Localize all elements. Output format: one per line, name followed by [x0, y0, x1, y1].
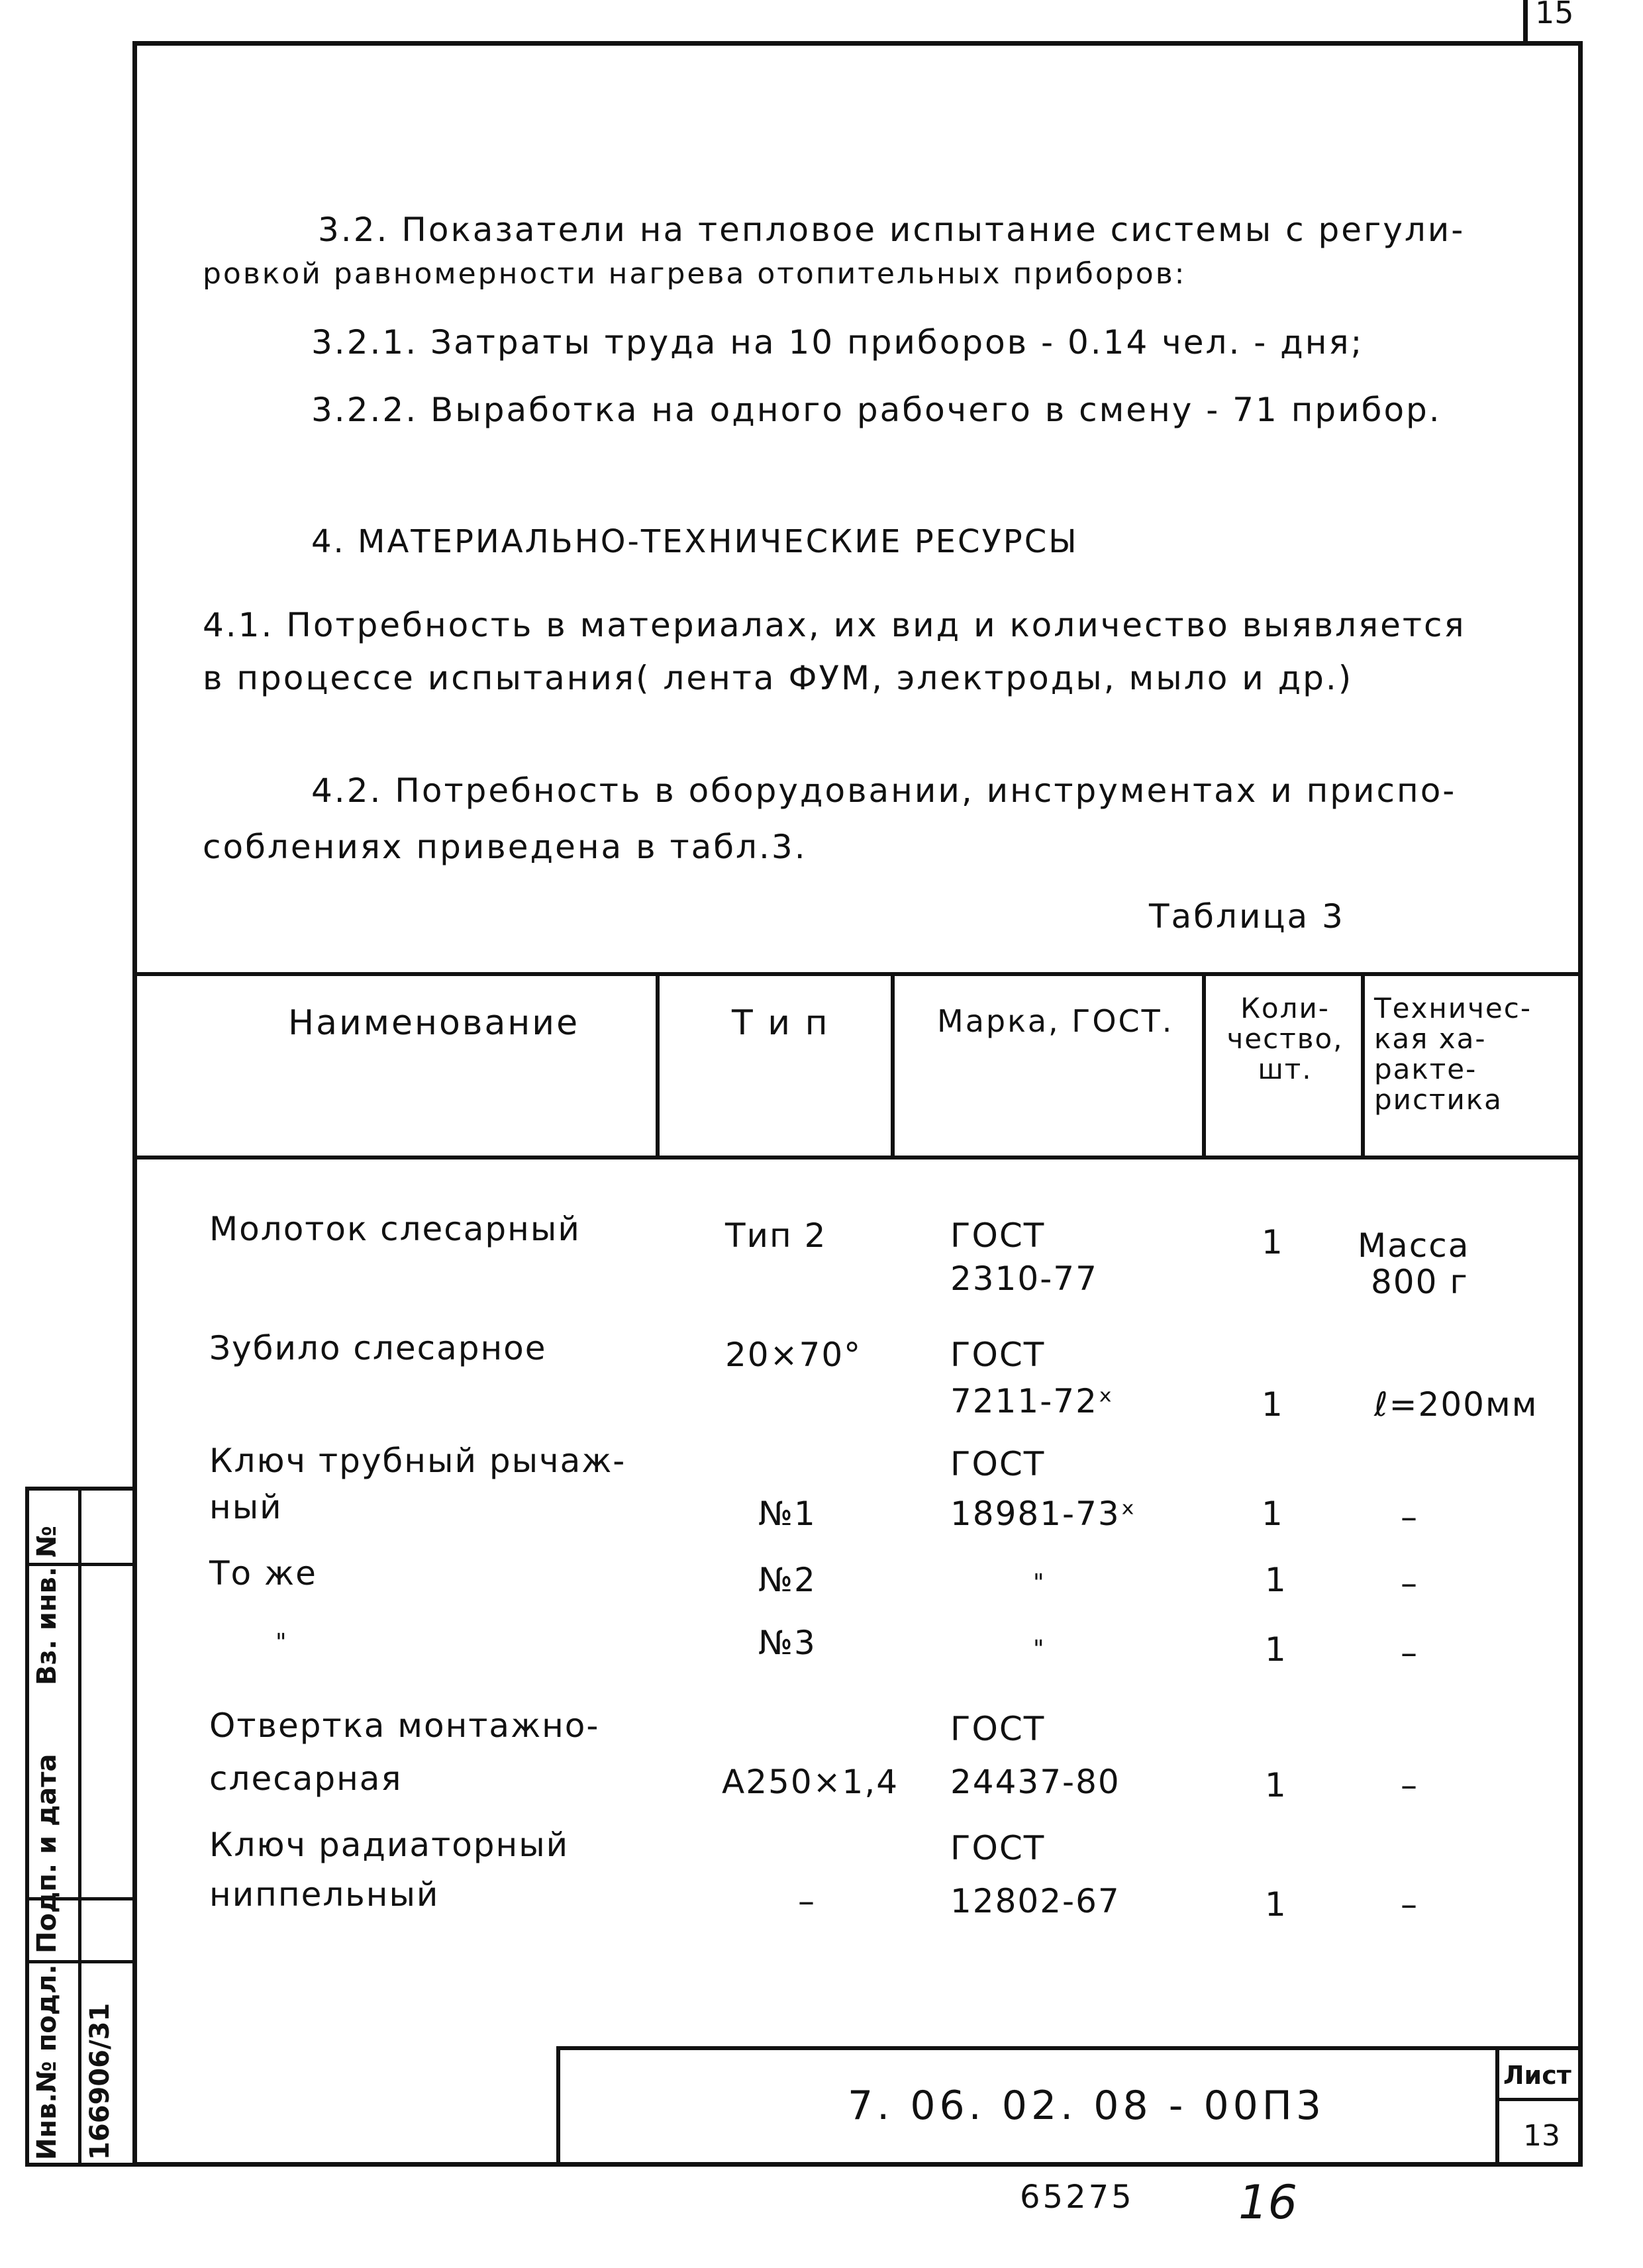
row5-mark: ": [1033, 1636, 1046, 1663]
row6-name-line2: слесарная: [209, 1759, 403, 1798]
row3-type: №1: [758, 1495, 817, 1533]
row4-mark: ": [1033, 1569, 1046, 1597]
row3-mark-line2: 18981-73ˣ: [950, 1495, 1136, 1533]
stamp-sheet-rule: [1495, 2098, 1583, 2101]
corner-page-number: 15: [1535, 0, 1574, 30]
row1-name: Молоток слесарный: [209, 1210, 581, 1248]
header-qty-line2: чество,: [1226, 1022, 1344, 1055]
row5-tech: –: [1401, 1634, 1419, 1672]
stamp-top-rule: [556, 2046, 1583, 2050]
para-3-2-line2: ровкой равномерности нагрева отопительных приборов:: [203, 257, 1187, 291]
handwritten-page-number: 16: [1238, 2175, 1298, 2230]
row1-mark-line1: ГОСТ: [950, 1216, 1046, 1255]
para-3-2-2: 3.2.2. Выработка на одного рабочего в смену - 71 прибор.: [311, 391, 1442, 429]
side-strip-rule-3: [25, 1960, 132, 1963]
table-col-divider-3: [1202, 972, 1206, 1159]
row7-name-line2: ниппельный: [209, 1875, 440, 1914]
row6-name-line1: Отвертка монтажно-: [209, 1706, 600, 1745]
para-3-2-1: 3.2.1. Затраты труда на 10 приборов - 0.14 чел. - дня;: [311, 323, 1364, 362]
row6-mark-line1: ГОСТ: [950, 1710, 1046, 1748]
row4-name: То же: [209, 1554, 317, 1593]
side-strip-divider: [78, 1487, 81, 2167]
row6-type: А250×1,4: [722, 1763, 899, 1801]
row2-type: 20×70°: [725, 1336, 862, 1374]
para-3-2-line1: 3.2. Показатели на тепловое испытание системы с регули-: [318, 211, 1466, 249]
row2-mark-line1: ГОСТ: [950, 1336, 1046, 1374]
para-4-2-line1: 4.2. Потребность в оборудовании, инструментах и приспо-: [311, 771, 1457, 810]
table-top-rule: [132, 972, 1583, 976]
row1-tech-line2: 800 г: [1371, 1263, 1469, 1301]
header-mark: Марка, ГОСТ.: [937, 1003, 1174, 1039]
row7-mark-line1: ГОСТ: [950, 1829, 1046, 1867]
header-name: Наименование: [288, 1003, 580, 1043]
header-qty-line1: Коли-: [1240, 992, 1330, 1024]
row7-type: –: [798, 1882, 816, 1920]
row2-tech: ℓ=200мм: [1374, 1385, 1538, 1424]
row6-qty: 1: [1265, 1766, 1287, 1804]
side-label-replace: Вз. инв. №: [32, 1525, 62, 1685]
row1-type: Тип 2: [725, 1216, 827, 1255]
row7-tech: –: [1401, 1885, 1419, 1924]
header-qty-line3: шт.: [1258, 1053, 1313, 1085]
para-4-1-line1: 4.1. Потребность в материалах, их вид и количество выявляется: [203, 606, 1466, 644]
bottom-number: 65275: [1020, 2179, 1134, 2216]
side-label-inv-value: 166906/31: [85, 2002, 115, 2160]
row1-mark-line2: 2310-77: [950, 1259, 1098, 1298]
row5-name: ": [275, 1629, 288, 1656]
row3-name-line1: Ключ трубный рычаж-: [209, 1442, 626, 1480]
stamp-left-rule: [556, 2046, 560, 2167]
row6-mark-line2: 24437-80: [950, 1763, 1120, 1801]
stamp-sheet-divider: [1495, 2046, 1499, 2167]
row1-tech-line1: Масса: [1358, 1226, 1470, 1265]
row3-qty: 1: [1262, 1495, 1284, 1533]
row3-mark-line1: ГОСТ: [950, 1445, 1046, 1483]
row7-mark-line2: 12802-67: [950, 1882, 1120, 1920]
table-header-rule: [132, 1156, 1583, 1159]
row6-tech: –: [1401, 1766, 1419, 1804]
header-tech-line1: Техничес-: [1374, 992, 1532, 1024]
row5-qty: 1: [1265, 1630, 1287, 1669]
row5-type: №3: [758, 1624, 817, 1662]
row2-qty: 1: [1262, 1385, 1284, 1424]
row2-name: Зубило слесарное: [209, 1329, 547, 1367]
section-4-heading: 4. МАТЕРИАЛЬНО-ТЕХНИЧЕСКИЕ РЕСУРСЫ: [311, 523, 1079, 560]
row7-name-line1: Ключ радиаторный: [209, 1826, 570, 1864]
row1-qty: 1: [1262, 1223, 1284, 1261]
sheet-number: 13: [1523, 2119, 1560, 2153]
row4-tech: –: [1401, 1564, 1419, 1602]
para-4-1-line2: в процессе испытания( лента ФУМ, электроды, мыло и др.): [203, 659, 1354, 697]
side-label-inv: Инв.№ подл.: [32, 1964, 62, 2160]
row3-tech: –: [1401, 1498, 1419, 1536]
row3-name-line2: ный: [209, 1488, 283, 1526]
header-tech-line2: кая ха-: [1374, 1022, 1487, 1055]
table-caption: Таблица 3: [1149, 897, 1345, 936]
table-col-divider-2: [891, 972, 895, 1159]
row2-mark-line2: 7211-72ˣ: [950, 1382, 1115, 1420]
row4-type: №2: [758, 1561, 817, 1599]
table-col-divider-1: [656, 972, 660, 1159]
table-col-divider-4: [1361, 972, 1365, 1159]
document-code: 7. 06. 02. 08 - 00П3: [848, 2083, 1326, 2129]
sheet-label: Лист: [1503, 2061, 1571, 2090]
header-tech-line4: ристика: [1374, 1083, 1503, 1116]
row4-qty: 1: [1265, 1561, 1287, 1599]
row7-qty: 1: [1265, 1885, 1287, 1924]
header-type: Т и п: [732, 1003, 830, 1043]
header-tech: [1374, 993, 1579, 1115]
header-qty: [1211, 993, 1360, 1085]
header-tech-line3: ракте-: [1374, 1053, 1477, 1085]
side-label-sign: Подп. и дата: [32, 1753, 62, 1953]
para-4-2-line2: соблениях приведена в табл.3.: [203, 828, 807, 866]
